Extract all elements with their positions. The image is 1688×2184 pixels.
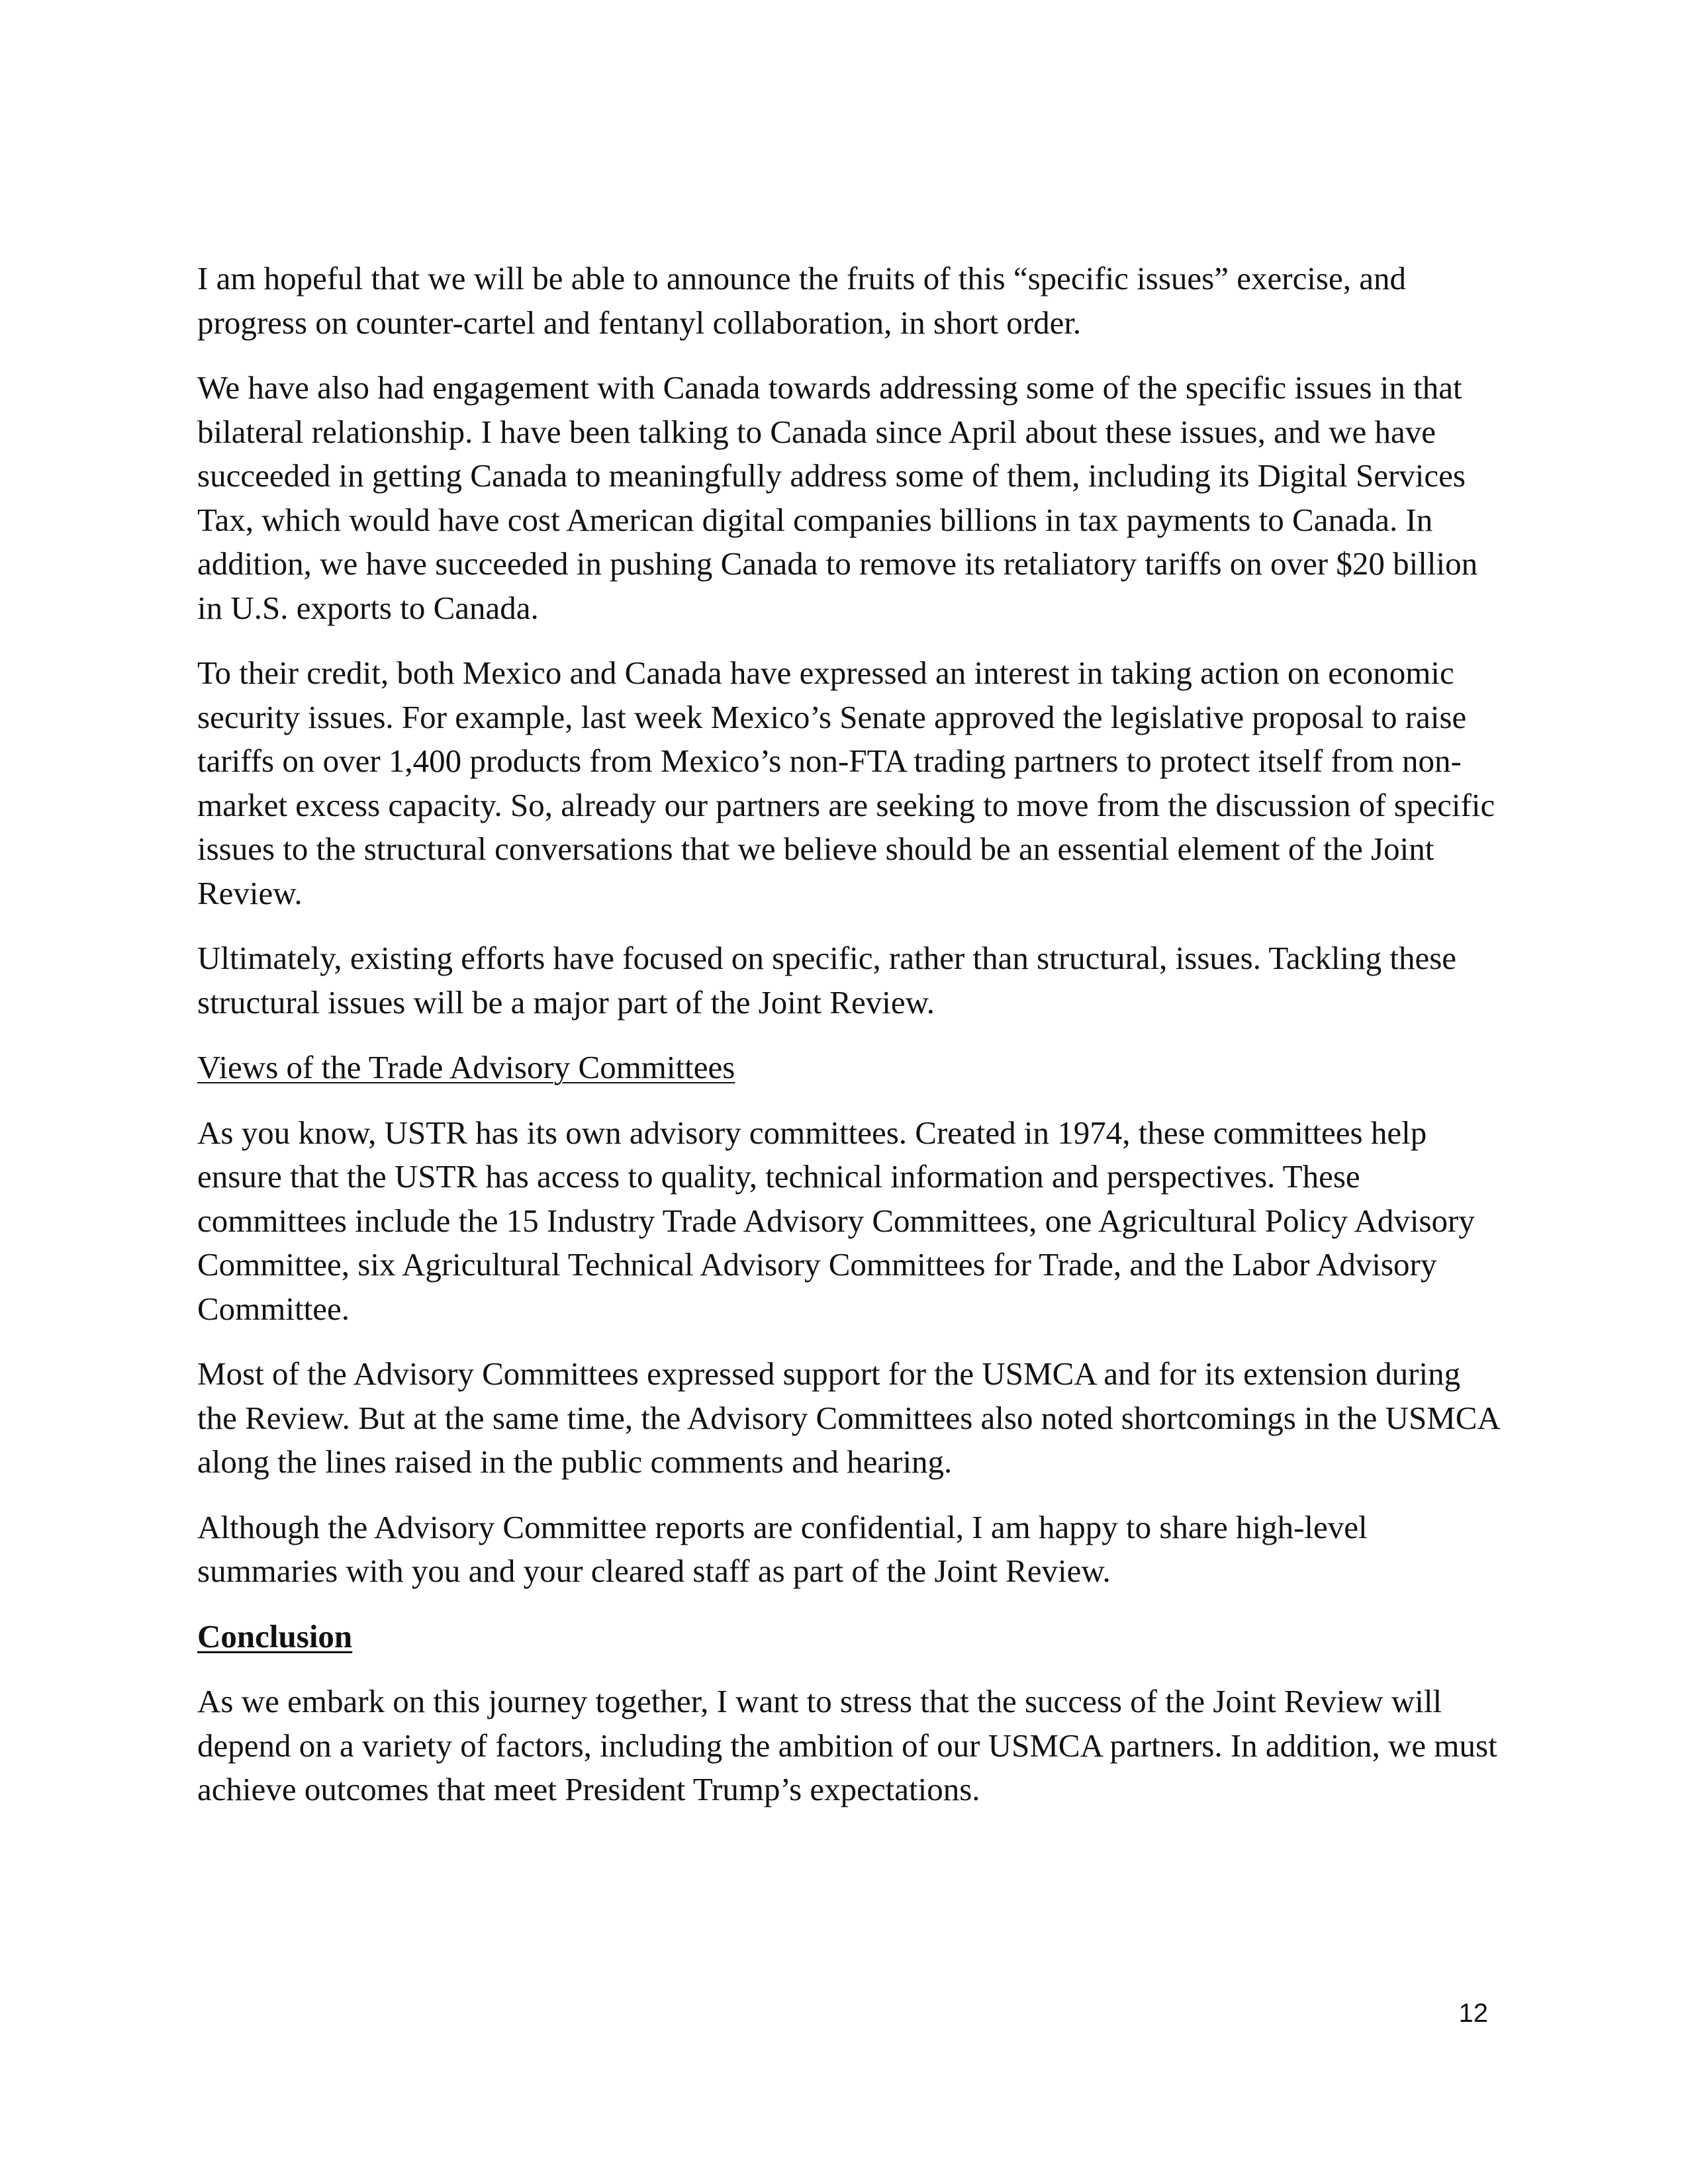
paragraph-structural-issues: Ultimately, existing efforts have focused on specific, rather than structural, issues. Tackling these structural issues will be a major part of the Joint Review. xyxy=(197,940,1457,1021)
section-heading-conclusion xyxy=(197,1615,1508,1659)
conclusion-heading-text: Conclusion xyxy=(197,1617,353,1655)
paragraph-advisory-confidential: Although the Advisory Committee reports are confidential, I am happy to share high-level summaries with you and your cleared staff as part of the Joint Review. xyxy=(197,1508,1368,1589)
paragraph-specific-issues: I am hopeful that we will be able to announce the fruits of this “specific issues” exercise, and progress on counter-cartel and fentanyl collaboration, in short order. xyxy=(197,260,1406,341)
paragraph-canada-engagement: We have also had engagement with Canada towards addressing some of the specific issues in that bilateral relationship. I have been talking to Canada since April about these issues, and we have succeeded in getting Canada to meaningfully address some of them, including its Digital Services Tax, which would have cost American digital companies billions in tax payments to Canada. In addition, we have succeeded in pushing Canada to remove its retaliatory tariffs on over $20 billion in U.S. exports to Canada. xyxy=(197,369,1478,626)
paragraph-advisory-committees: As you know, USTR has its own advisory committees. Created in 1974, these committees help ensure that the USTR has access to quality, technical information and perspectives. These committees include the 15 Industry Trade Advisory Committees, one Agricultural Policy Advisory Committee, six Agricultural Technical Advisory Committees for Trade, and the Labor Advisory Committee. xyxy=(197,1114,1475,1327)
document-body xyxy=(197,257,1508,1833)
subheading-text: Views of the Trade Advisory Committees xyxy=(197,1049,735,1085)
section-subheading-advisory xyxy=(197,1046,1508,1090)
paragraph-economic-security: To their credit, both Mexico and Canada have expressed an interest in taking action on economic security issues. For example, last week Mexico’s Senate approved the legislative proposal to raise tariffs on over 1,400 products from Mexico’s non-FTA trading partners to protect itself from non-market excess capacity. So, already our partners are seeking to move from the discussion of specific issues to the structural conversations that we believe should be an essential element of the Joint Review. xyxy=(197,655,1495,911)
page-number: 12 xyxy=(1458,1999,1488,2028)
paragraph-conclusion: As we embark on this journey together, I want to stress that the success of the Joint Review will depend on a variety of factors, including the ambition of our USMCA partners. In addition, we must achieve outcomes that meet President Trump’s expectations. xyxy=(197,1683,1497,1807)
paragraph-advisory-support: Most of the Advisory Committees expressed support for the USMCA and for its extension during the Review. But at the same time, the Advisory Committees also noted shortcomings in the USMCA along the lines raised in the public comments and hearing. xyxy=(197,1355,1499,1480)
